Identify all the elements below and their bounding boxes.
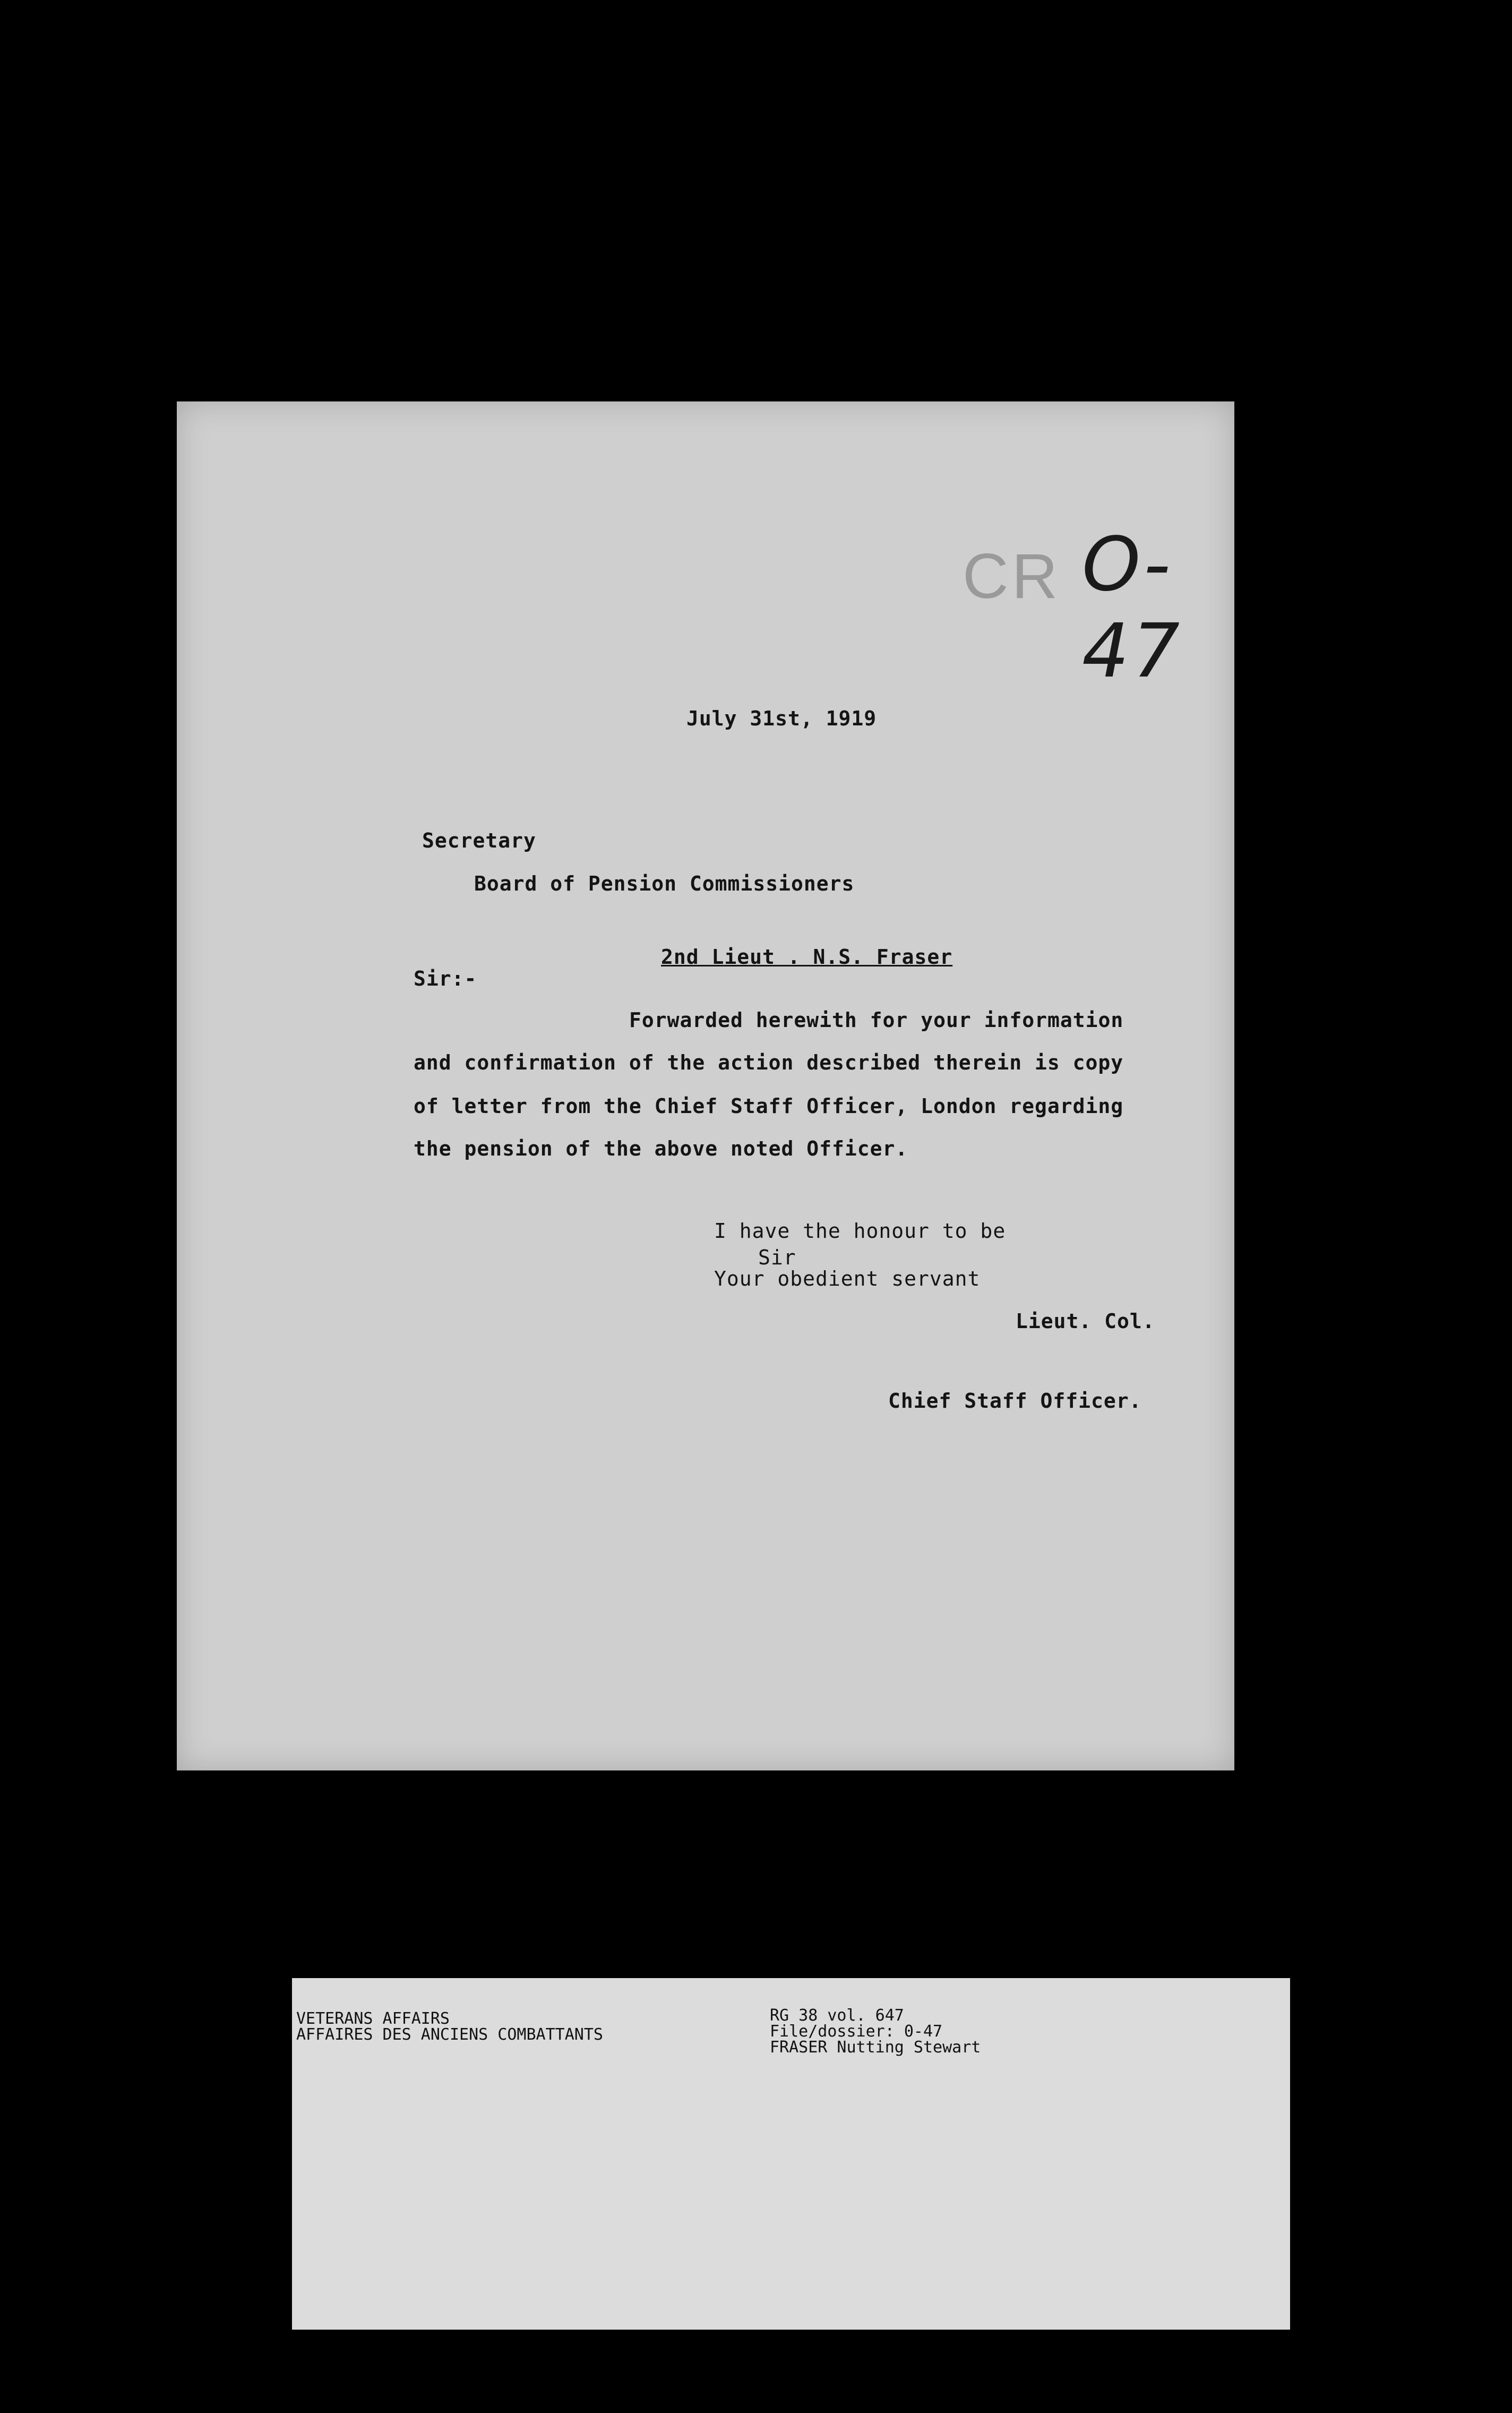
record-group: RG 38 vol. 647 bbox=[770, 2006, 904, 2025]
closing-line: I have the honour to be bbox=[714, 1219, 1006, 1243]
salutation: Sir:- bbox=[414, 967, 477, 990]
signer-rank: Lieut. Col. bbox=[1016, 1310, 1155, 1333]
signer-title: Chief Staff Officer. bbox=[888, 1389, 1142, 1413]
recipient-organization: Board of Pension Commissioners bbox=[474, 872, 855, 895]
body-line: the pension of the above noted Officer. bbox=[414, 1137, 908, 1160]
file-number: File/dossier: 0-47 bbox=[770, 2022, 943, 2041]
letter-date: July 31st, 1919 bbox=[686, 707, 877, 730]
closing-line: Sir bbox=[758, 1246, 796, 1269]
letter-subject: 2nd Lieut . N.S. Fraser bbox=[661, 945, 953, 969]
handwritten-file-number: O-47 bbox=[1082, 521, 1183, 695]
recipient-title: Secretary bbox=[422, 829, 536, 852]
department-french: AFFAIRES DES ANCIENS COMBATTANTS bbox=[296, 2025, 603, 2044]
department-english: VETERANS AFFAIRS bbox=[296, 2009, 450, 2028]
body-line: Forwarded herewith for your information bbox=[629, 1008, 1124, 1032]
letter-page bbox=[177, 401, 1234, 1770]
body-line: and confirmation of the action described therein is copy bbox=[414, 1051, 1124, 1074]
closing-line: Your obedient servant bbox=[714, 1267, 981, 1290]
subject-name: FRASER Nutting Stewart bbox=[770, 2038, 981, 2057]
file-stamp: CR bbox=[963, 541, 1061, 612]
body-line: of letter from the Chief Staff Officer, London regarding bbox=[414, 1094, 1124, 1118]
archive-label bbox=[292, 1978, 1290, 2330]
